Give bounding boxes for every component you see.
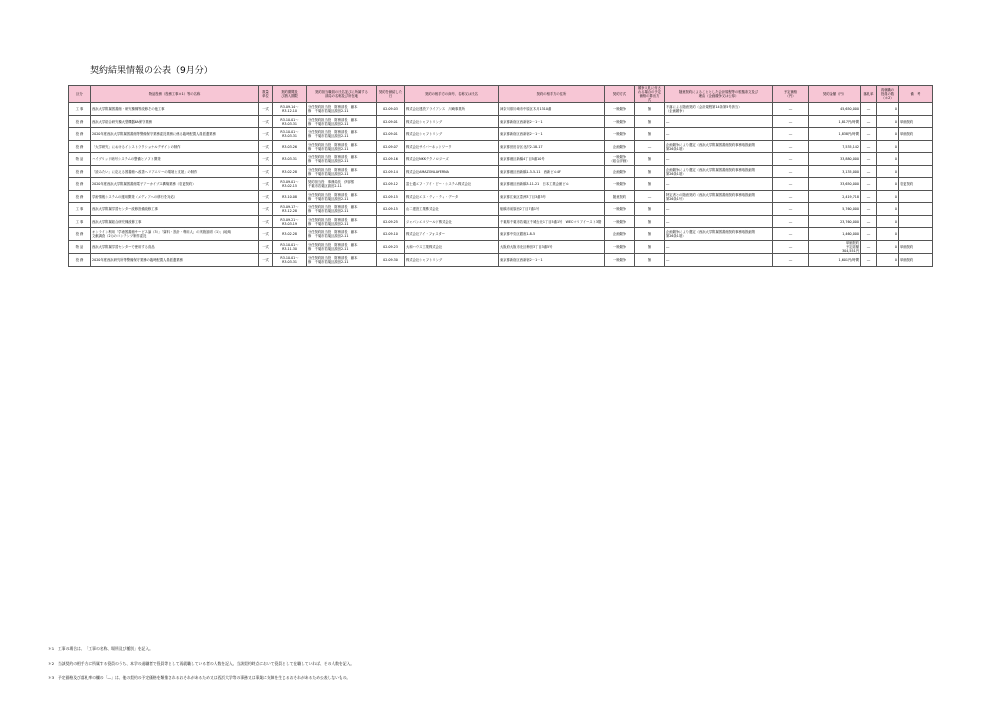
table-cell: 「大学研究」におけるインストラクショナルデザインの制作: [91, 140, 259, 153]
table-cell: 企画競争: [605, 228, 635, 241]
table-cell: 無: [635, 203, 665, 216]
table-cell: 企画競争: [605, 165, 635, 178]
table-cell: 0: [877, 240, 899, 253]
table-cell: 単価契約 予定総額 304,551円: [809, 240, 861, 253]
table-cell: 一般競争: [605, 240, 635, 253]
table-cell: 一式: [259, 140, 273, 153]
table-cell: 一式: [259, 128, 273, 141]
footnote: ＊3 予定価格及び落札率の欄の「―」は、他の契約の予定価格を類推されるおそれがあるため又は西浜大学等の事務又は事業に支障を生じるおそれがあるため公表しないもの。: [48, 675, 351, 680]
table-cell: 02.09.15: [377, 190, 405, 203]
table-cell: ―: [665, 178, 773, 191]
table-cell: ―: [665, 153, 773, 166]
table-row: [69, 228, 933, 241]
table-row: [69, 103, 933, 116]
table-row: [69, 115, 933, 128]
table-cell: 02.09.16: [377, 153, 405, 166]
table-cell: R3.03.26: [273, 140, 307, 153]
table-cell: 大阪府大阪市北区梅田3丁目3番5号: [499, 240, 605, 253]
table-cell: ―: [665, 115, 773, 128]
table-row: [69, 240, 933, 253]
table-cell: 1,817円/時間: [809, 115, 861, 128]
footnotes: [48, 646, 354, 690]
table-cell: 船橋市前原西2丁目7番1号: [499, 203, 605, 216]
table-cell: 一式: [259, 203, 273, 216]
table-cell: 特定者との随意契約（西浜大学附属図書館契約事務取扱細則 第26条1号）: [665, 190, 773, 203]
table-cell: 0: [877, 203, 899, 216]
table-cell: 一式: [259, 190, 273, 203]
table-cell: 分任契約担当役 財務部長 藤本 修 千葉市若葉区源田2-11: [307, 203, 377, 216]
table-cell: 一般競争: [605, 254, 635, 267]
table-row: [69, 128, 933, 141]
table-cell: 一式: [259, 115, 273, 128]
table-cell: 無: [635, 103, 665, 116]
table-row: [69, 140, 933, 153]
table-cell: 一式: [259, 228, 273, 241]
table-cell: ―: [861, 203, 877, 216]
table-cell: ―: [773, 153, 809, 166]
table-cell: 02.09.01: [377, 115, 405, 128]
table-cell: ―: [665, 203, 773, 216]
table-cell: 02.09.14: [377, 165, 405, 178]
table-cell: 0: [877, 165, 899, 178]
table-cell: 株式会社シャフトリング: [405, 128, 499, 141]
column-header: 区分: [69, 86, 91, 103]
table-cell: 0: [877, 128, 899, 141]
table-cell: 02.09.30: [377, 254, 405, 267]
table-row: [69, 215, 933, 228]
table-cell: 0: [877, 140, 899, 153]
table-cell: [899, 140, 933, 153]
table-cell: ―: [773, 178, 809, 191]
table-cell: 物 品: [69, 153, 91, 166]
table-cell: 役 務: [69, 190, 91, 203]
table-cell: R3.10.01～ R3.11.30: [273, 240, 307, 253]
contract-table: [68, 85, 933, 267]
table-cell: 役 務: [69, 140, 91, 153]
table-cell: 株式会社NKKテクノロジーズ: [405, 153, 499, 166]
table-cell: 変更契約: [899, 178, 933, 191]
table-cell: ―: [773, 165, 809, 178]
column-header: 契約の相手方の住所: [499, 86, 605, 103]
table-cell: 一般競争 （総合評価）: [605, 153, 635, 166]
column-header: 予定価格 （円）: [773, 86, 809, 103]
column-header: 契約担当職員の氏名並びに所属する 部局の名称及び所在地: [307, 86, 377, 103]
table-cell: ―: [861, 215, 877, 228]
table-cell: R3.10.01～ R3.03.31: [273, 128, 307, 141]
table-cell: ―: [861, 178, 877, 191]
table-cell: R3.02.28: [273, 228, 307, 241]
table-cell: 0: [877, 115, 899, 128]
table-cell: R3.10.01～ R3.03.31: [273, 115, 307, 128]
table-cell: 無: [635, 228, 665, 241]
table-cell: ―: [861, 240, 877, 253]
column-header: 契約の相手方の商号、名称又は氏名: [405, 86, 499, 103]
table-cell: 02.09.03: [377, 103, 405, 116]
table-cell: ―: [635, 140, 665, 153]
table-cell: R3.09.01～ R3.02.15: [273, 178, 307, 191]
table-cell: 一般競争: [605, 115, 635, 128]
column-header: 随意契約によることとした会計規程等の根拠条文及び 理由（企画競争又は公募）: [665, 86, 773, 103]
table-cell: 無: [635, 165, 665, 178]
table-cell: 株式会社AMAZONLAYERNA: [405, 165, 499, 178]
table-cell: R3.09.17～ R3.12.28: [273, 203, 307, 216]
table-cell: [899, 190, 933, 203]
table-cell: 役 務: [69, 254, 91, 267]
footnote: ＊1 工事の場合は、「工事の名称、場所及び種別」を記入。: [48, 646, 153, 651]
table-cell: 企画競争により選定（西浜大学附属図書館契約事務取扱細則 第26条1項）: [665, 228, 773, 241]
table-cell: 「読みたい」に応える図書館へ改善へリアニリーの環境と支援」の制作: [91, 165, 259, 178]
table-cell: [899, 215, 933, 228]
table-cell: ―: [773, 203, 809, 216]
table-cell: 5,760,000: [809, 203, 861, 216]
table-cell: 2020年度西浜大学附属図書館電子アーカイブス構築業務（変更契約）: [91, 178, 259, 191]
table-cell: 不落による随意契約（会計規程第14条第5号該当） （企画競争）: [665, 103, 773, 116]
table-cell: 1,601円/時間: [809, 254, 861, 267]
table-cell: 株式会社シャフトリング: [405, 254, 499, 267]
table-row: [69, 254, 933, 267]
table-cell: R3.09.14～ R3.12.10: [273, 103, 307, 116]
table-cell: 33,650,000: [809, 178, 861, 191]
table-cell: 東京都新宿区西新宿2－1－1: [499, 254, 605, 267]
table-cell: 一般競争: [605, 128, 635, 141]
table-cell: ―: [861, 115, 877, 128]
table-cell: 千葉県千葉市若葉区千城台北1丁目5番1号 WECマリアイースト3階: [499, 215, 605, 228]
table-cell: 東京都港区西新橋3-11-21 日本工業会館ビル: [499, 178, 605, 191]
footnote: ＊2 当該契約の相手方に所属する役員のうち、本学の退職者で役員等として再就職している者の人数を記入。当該契約時点において役員として在職していれば、その人数を記入。: [48, 660, 355, 666]
table-cell: 東京都中央区銀座1-8-5: [499, 228, 605, 241]
table-cell: 0: [877, 190, 899, 203]
table-cell: 西浜大学総合研究棟大型機器ⅡA保守業務: [91, 115, 259, 128]
table-cell: 45,650,000: [809, 103, 861, 116]
column-header: 数量 単位: [259, 86, 273, 103]
table-cell: 単価契約: [899, 240, 933, 253]
table-cell: 無: [635, 128, 665, 141]
table-cell: 分任契約担当役 財務部長 藤本 修 千葉市若葉区源田2-11: [307, 254, 377, 267]
table-cell: ―: [773, 254, 809, 267]
table-cell: 無: [635, 254, 665, 267]
table-cell: 23,760,000: [809, 215, 861, 228]
table-cell: 工 事: [69, 215, 91, 228]
table-cell: 企画競争により選定（西浜大学附属図書館契約事務取扱細則 第26条1項）: [665, 165, 773, 178]
table-header-row: [69, 86, 933, 103]
column-header: 契約方式: [605, 86, 635, 103]
table-cell: ―: [861, 165, 877, 178]
table-row: [69, 203, 933, 216]
table-cell: R3.10.01～ R3.03.31: [273, 254, 307, 267]
table-cell: ―: [773, 103, 809, 116]
table-cell: 株式会社シャフトリング: [405, 115, 499, 128]
table-cell: 西浜大学附属総合研究棟改修工事: [91, 215, 259, 228]
table-cell: 一般競争: [605, 103, 635, 116]
table-cell: 33,880,000: [809, 153, 861, 166]
table-cell: 企画競争: [605, 140, 635, 153]
table-cell: 東京都新宿区西新宿2－1－1: [499, 115, 605, 128]
table-cell: ―: [773, 115, 809, 128]
table-cell: 無: [635, 178, 665, 191]
table-cell: 0: [877, 103, 899, 116]
table-cell: ―: [773, 128, 809, 141]
table-cell: 0: [877, 153, 899, 166]
table-cell: 一般競争: [605, 178, 635, 191]
table-cell: 02.09.23: [377, 240, 405, 253]
table-cell: ―: [861, 128, 877, 141]
table-cell: 単価契約: [899, 128, 933, 141]
table-cell: 西浜大学附属学習センター改修設備改修工事: [91, 203, 259, 216]
table-cell: 単価契約: [899, 115, 933, 128]
table-cell: 株式会社エヌ・ティ・ティ・データ: [405, 190, 499, 203]
table-cell: ―: [665, 240, 773, 253]
table-cell: ―: [665, 215, 773, 228]
table-cell: [899, 103, 933, 116]
table-cell: 分任契約担当役 財務部長 藤本 修 千葉市若葉区源田2-11: [307, 153, 377, 166]
table-cell: R3.02.28: [273, 165, 307, 178]
column-header: 競争入札に付さ れる場合の予定 価格の算出方 式: [635, 86, 665, 103]
table-cell: ―: [665, 128, 773, 141]
table-cell: ―: [773, 215, 809, 228]
table-cell: 無: [635, 240, 665, 253]
table-cell: 0: [877, 178, 899, 191]
table-cell: [899, 228, 933, 241]
table-cell: 2,419,718: [809, 190, 861, 203]
page-title: 契約結果情報の公表（9月分）: [90, 66, 213, 76]
table-cell: 企画競争により選定（西浜大学附属図書館契約事務取扱細則 第26条1項）: [665, 140, 773, 153]
table-cell: 役 務: [69, 128, 91, 141]
table-cell: 0: [877, 254, 899, 267]
column-header: 物品役務（役務工事＊1）等の名称: [91, 86, 259, 103]
column-header: 契約を締結した 日: [377, 86, 405, 103]
table-cell: 一式: [259, 178, 273, 191]
table-cell: 02.09.10: [377, 228, 405, 241]
table-cell: 工 事: [69, 103, 91, 116]
table-cell: 分任契約担当役 財務部長 藤本 修 千葉市若葉区源田2-11: [307, 228, 377, 241]
table-cell: 学術情報システムの運用開発（メディアへの移行を対応）: [91, 190, 259, 203]
table-cell: ―: [861, 190, 877, 203]
table-cell: 株式会社アイ・フォスター: [405, 228, 499, 241]
table-cell: 東京都新宿区西新宿2－1－1: [499, 128, 605, 141]
column-header: 再就職の 役員の数 （＊2）: [877, 86, 899, 103]
table-cell: 0: [877, 228, 899, 241]
table-cell: 一式: [259, 153, 273, 166]
table-cell: 一式: [259, 254, 273, 267]
table-cell: 分任契約担当役 財務部長 藤本 修 千葉市若葉区源田2-11: [307, 115, 377, 128]
table-cell: 物 品: [69, 240, 91, 253]
table-row: [69, 178, 933, 191]
column-header: 契約期間及 び納入期限: [273, 86, 307, 103]
table-cell: 役 務: [69, 115, 91, 128]
table-cell: 0: [877, 215, 899, 228]
table-cell: ―: [665, 254, 773, 267]
table-cell: 契約担当役 事務局長 伊部熊 千葉市若葉区源田2-11: [307, 178, 377, 191]
table-cell: 一式: [259, 215, 273, 228]
table-row: [69, 165, 933, 178]
table-cell: 神奈川県川崎市中原区木月1310番: [499, 103, 605, 116]
table-cell: オンライン利用「学術図書館サービス論（3）」「資料・設計・利用人」の実施説明（1）」(地域 文献調査（2）)のコンテンツ制作委託: [91, 228, 259, 241]
column-header: 落札率: [861, 86, 877, 103]
table-cell: 2020年度西浜研究所等警備保守業務の臨時配置人員派遣業務: [91, 254, 259, 267]
table-cell: R3.09.21～ R3.03.19: [273, 215, 307, 228]
table-cell: ―: [773, 240, 809, 253]
table-cell: 東京都港区西新橋1-3-5-11 西新ビル4F: [499, 165, 605, 178]
table-cell: 随意契約: [605, 190, 635, 203]
table-cell: 7,535,142: [809, 140, 861, 153]
table-row: [69, 190, 933, 203]
table-cell: 分任契約担当役 財務部長 藤本 修 千葉市若葉区源田2-11: [307, 128, 377, 141]
table-cell: 役 務: [69, 165, 91, 178]
table-cell: 02.09.25: [377, 215, 405, 228]
table-cell: 一般競争: [605, 203, 635, 216]
table-cell: 02.09.12: [377, 178, 405, 191]
table-cell: 無: [635, 153, 665, 166]
table-cell: [899, 165, 933, 178]
table-cell: 1,838円/時間: [809, 128, 861, 141]
table-cell: 一般競争: [605, 215, 635, 228]
table-cell: ―: [773, 228, 809, 241]
table-cell: R3.10.08: [273, 190, 307, 203]
table-cell: 一式: [259, 240, 273, 253]
table-cell: R3.03.31: [273, 153, 307, 166]
table-cell: ―: [861, 140, 877, 153]
table-cell: ―: [861, 254, 877, 267]
table-cell: 東京都世田谷区北沢2-18-17: [499, 140, 605, 153]
table-cell: ―: [773, 190, 809, 203]
table-cell: [899, 203, 933, 216]
table-cell: 02.09.07: [377, 140, 405, 153]
table-cell: 分任契約担当役 財務部長 藤本 修 千葉市若葉区源田2-11: [307, 190, 377, 203]
table-cell: 山二建設工業株式会社: [405, 203, 499, 216]
table-row: [69, 153, 933, 166]
table-cell: ―: [635, 190, 665, 203]
table-cell: [899, 153, 933, 166]
table-cell: 株式会社建設アライアンス 川崎事業所: [405, 103, 499, 116]
table-cell: ―: [861, 103, 877, 116]
table-cell: ジャパンエコワールド株式会社: [405, 215, 499, 228]
table-cell: 大和ハウス工業株式会社: [405, 240, 499, 253]
table-cell: ―: [861, 228, 877, 241]
table-cell: ―: [861, 153, 877, 166]
table-cell: 無: [635, 215, 665, 228]
table-cell: 分任契約担当役 財務部長 藤本 修 千葉市若葉区源田2-11: [307, 103, 377, 116]
table-cell: 西浜大学附属図書館・研究棟棟等改修その他工事: [91, 103, 259, 116]
table-cell: 02.09.15: [377, 203, 405, 216]
table-cell: 役 務: [69, 228, 91, 241]
table-cell: 無: [635, 115, 665, 128]
table-cell: 2020年度西浜大学附属図書館等警備保守業務委託業務に係る臨時配置人員派遣業務: [91, 128, 259, 141]
table-cell: 株式会社サイバーネットワーク: [405, 140, 499, 153]
table-cell: 02.09.01: [377, 128, 405, 141]
table-cell: 東京都江東区豊洲3丁目3番3号: [499, 190, 605, 203]
table-cell: 東京都港区新橋4丁目5番10号: [499, 153, 605, 166]
table-cell: 3,135,000: [809, 165, 861, 178]
column-header: 契約金額（円）: [809, 86, 861, 103]
table-cell: 1,460,000: [809, 228, 861, 241]
table-cell: ―: [773, 140, 809, 153]
table-cell: 単価契約: [899, 254, 933, 267]
table-cell: 一式: [259, 103, 273, 116]
table-cell: 分任契約担当役 財務部長 藤本 修 千葉市若葉区源田2-11: [307, 165, 377, 178]
table-cell: 分任契約担当役 財務部長 藤本 修 千葉市若葉区源田2-11: [307, 215, 377, 228]
column-header: 備 考: [899, 86, 933, 103]
table-cell: 西浜大学附属学習センターで使用する食品: [91, 240, 259, 253]
table-cell: 一式: [259, 165, 273, 178]
table-cell: 分任契約担当役 財務部長 藤本 修 千葉市若葉区源田2-11: [307, 240, 377, 253]
table-cell: 分任契約担当役 財務部長 藤本 修 千葉市若葉区源田2-11: [307, 140, 377, 153]
table-cell: ハイブリッド暗号システムの整備とソフト開発: [91, 153, 259, 166]
table-cell: 富士通エフ・アイ・ピー・システム株式会社: [405, 178, 499, 191]
table-cell: 役 務: [69, 178, 91, 191]
table-cell: 工 事: [69, 203, 91, 216]
